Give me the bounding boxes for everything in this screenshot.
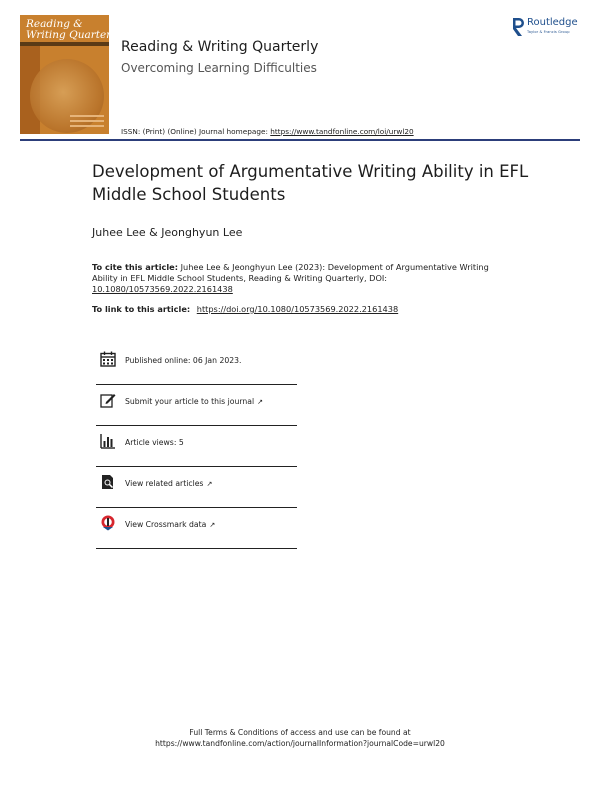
issn-line: [121, 127, 414, 136]
published-date: Published online: 06 Jan 2023.: [125, 356, 242, 365]
calendar-icon: [100, 351, 116, 367]
related-articles-link[interactable]: [125, 479, 212, 488]
search-document-icon: [100, 474, 116, 490]
article-title: Development of Argumentative Writing Ability in EFL Middle School Students: [92, 162, 529, 204]
external-link-icon: ↗: [257, 398, 263, 406]
bar-chart-icon: [100, 433, 116, 449]
journal-cover: [20, 15, 121, 134]
publisher-logo[interactable]: [511, 17, 586, 39]
footer: [0, 727, 600, 749]
article-views: Article views: 5: [125, 438, 184, 447]
header-divider: [20, 139, 580, 141]
article-authors: Juhee Lee & Jeonghyun Lee: [92, 226, 243, 239]
edit-icon: [100, 392, 116, 408]
cite-doi-link[interactable]: 10.1080/10573569.2022.2161438: [92, 284, 233, 294]
related-articles-label: View related articles: [125, 479, 204, 488]
cover-title: [26, 19, 121, 41]
citation-block: [92, 262, 492, 295]
info-row-related[interactable]: [96, 467, 297, 508]
info-row-views: [96, 426, 297, 467]
crossmark-icon: [100, 515, 116, 531]
cite-label: To cite this article:: [92, 262, 178, 272]
footer-terms-link[interactable]: https://www.tandfonline.com/action/journalInformation?journalCode=urwl20: [155, 739, 445, 748]
info-row-submit[interactable]: [96, 385, 297, 426]
journal-title: Reading & Writing Quarterly: [121, 39, 319, 55]
external-link-icon: ↗: [206, 480, 213, 488]
external-link-icon: ↗: [209, 521, 216, 529]
cover-globe: [30, 59, 104, 133]
routledge-logo-icon: [511, 17, 525, 37]
publisher-tagline: Taylor & Francis Group: [527, 30, 570, 34]
cover-strip: [20, 42, 109, 46]
cover-title-line2: Writing Quarterly: [26, 29, 121, 41]
journal-subtitle: Overcoming Learning Difficulties: [121, 61, 317, 75]
crossmark-label: View Crossmark data: [125, 520, 207, 529]
cite-text: Juhee Lee & Jeonghyun Lee (2023): Development of Argumentative Writing Ability in EFL Middle School Students, Reading & Writing Quarterly, DOI:: [92, 262, 489, 283]
journal-homepage-link[interactable]: https://www.tandfonline.com/loi/urwl20: [270, 127, 414, 136]
info-row-published: [96, 344, 297, 385]
submit-article-link[interactable]: [125, 397, 263, 406]
article-doi-link[interactable]: https://doi.org/10.1080/10573569.2022.2161438: [196, 304, 399, 314]
crossmark-link[interactable]: [125, 520, 215, 529]
article-link-line: [92, 304, 398, 314]
article-info-list: [96, 344, 297, 549]
link-label: To link to this article:: [92, 304, 191, 314]
cover-lines: [70, 115, 104, 117]
info-row-crossmark[interactable]: [96, 508, 297, 549]
publisher-name: Routledge: [527, 17, 578, 28]
cover-title-line1: Reading &: [26, 18, 83, 30]
submit-article-label: Submit your article to this journal: [125, 397, 255, 406]
issn-label: ISSN: (Print) (Online) Journal homepage:: [121, 127, 268, 136]
footer-line1: Full Terms & Conditions of access and use can be found at: [189, 728, 411, 737]
